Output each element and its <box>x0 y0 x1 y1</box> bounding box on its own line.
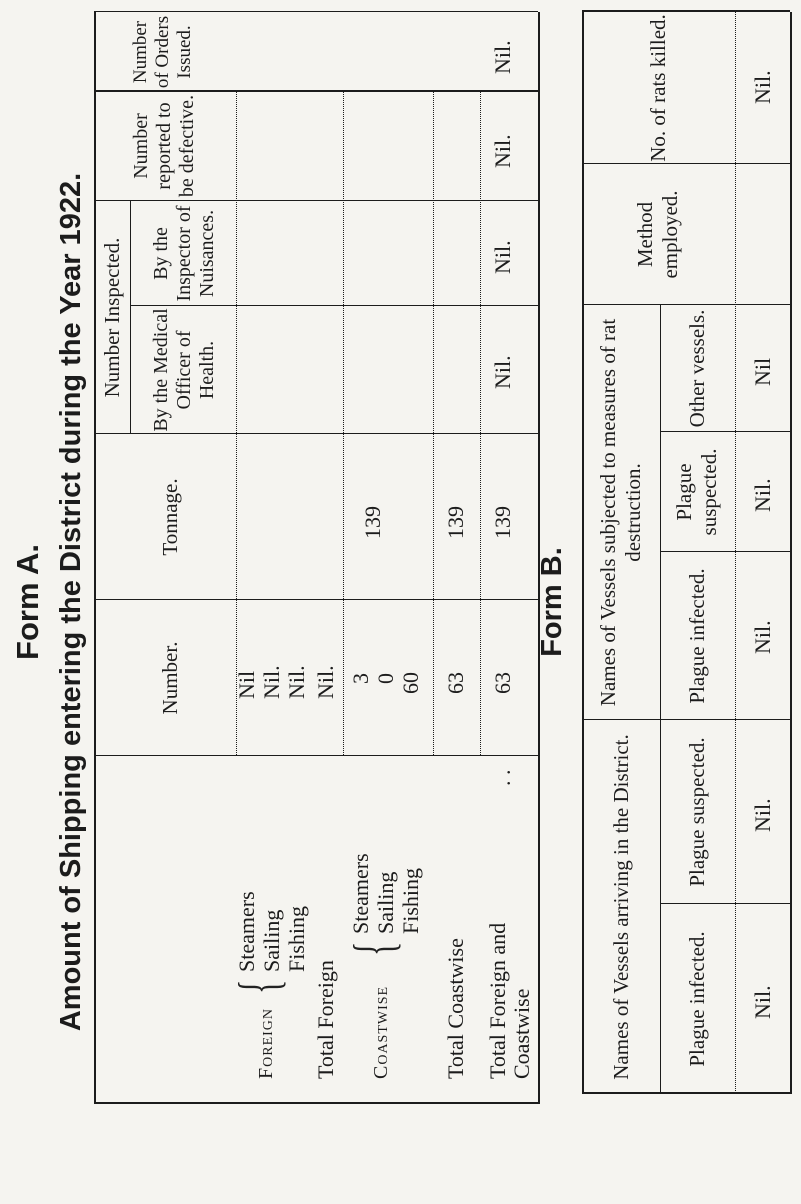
coast-steamers-label: Steamers <box>348 853 373 934</box>
header-subjected: Names of Vessels subjected to measures of rat destruction. <box>596 318 645 707</box>
header-number: Number. <box>157 641 182 715</box>
foreign-steamers-label: Steamers <box>234 891 259 972</box>
header-sub-infected: Plague infected. <box>684 568 709 704</box>
header-by-inspector: By the Inspector of Nuisances. <box>149 205 218 302</box>
value-inspector-total: Nil. <box>490 240 515 274</box>
header-tonnage: Tonnage. <box>157 478 182 556</box>
total-foreign-label: Total Foreign <box>313 960 338 1079</box>
header-by-moh: By the Medical Officer of Health. <box>149 308 218 432</box>
value-coast-fishing: 60 <box>398 672 423 694</box>
total-all-dots: . . <box>490 769 515 786</box>
value-moh-total: Nil. <box>490 355 515 389</box>
form-b-title: Form B. <box>536 547 568 657</box>
value-foreign-fishing: Nil. <box>284 665 309 699</box>
value-defective-total: Nil. <box>490 134 515 168</box>
value-arr-suspected: Nil. <box>750 798 775 832</box>
page-title: Form A. <box>10 544 45 660</box>
coast-fishing-label: Fishing <box>398 867 423 934</box>
header-arr-infected: Plague infected. <box>684 931 709 1067</box>
tonnage-total-coastwise: 139 <box>443 506 468 539</box>
value-coast-sailing: 0 <box>373 673 398 684</box>
header-number-inspected: Number Inspected. <box>99 237 124 398</box>
foreign-fishing-label: Fishing <box>284 905 309 972</box>
value-arr-infected: Nil. <box>750 985 775 1019</box>
value-foreign-steamers: Nil <box>234 670 259 699</box>
total-all-label: Total Foreign and Coastwise <box>485 922 534 1079</box>
foreign-sailing-label: Sailing <box>259 909 284 972</box>
value-total-foreign: Nil. <box>313 665 338 699</box>
value-rats: Nil. <box>750 70 775 104</box>
tonnage-coastwise: 139 <box>360 506 385 539</box>
tonnage-grand-total: 139 <box>490 506 515 539</box>
value-sub-infected: Nil. <box>750 620 775 654</box>
value-sub-other: Nil <box>750 357 775 386</box>
header-sub-suspected: Plague suspected. <box>672 448 721 536</box>
header-method: Method employed. <box>633 190 682 279</box>
rotated-page: Form A. Amount of Shipping entering the District during the Year 1922. Number. Tonnage. Number Inspected. By the Medical Officer of Health. By the Inspector of Nuisances. Number reported to be defective. Foreign { Steamers Sailing Fishing Total Foreign Coastwise { Steamers Sailing Fishing Total Coastwise Total Foreign and Coastwise . . Nil Nil. Nil. Nil. 3 0 60 63 63 139 139 139 Nil. Nil. Nil. Number of Orders Issued. Nil. Form B. Names of Vessels arriving in the District. Plague infected. Plague suspected. Names of Vessels subjected to measures of rat destruction. Plague infected. Plague suspected. Other vessels. Method employed. No. of rats killed. Nil. Nil. Nil. Nil. Nil Nil. <box>0 0 801 1204</box>
page-subtitle: Amount of Shipping entering the District during the Year 1922. <box>55 172 87 1032</box>
coast-sailing-label: Sailing <box>373 871 398 934</box>
value-total-coastwise: 63 <box>443 672 468 694</box>
header-orders-issued: Number of Orders Issued. <box>130 15 195 89</box>
coastwise-label: Coastwise <box>370 985 392 1079</box>
value-sub-suspected: Nil. <box>750 478 775 512</box>
header-arr-suspected: Plague suspected. <box>684 737 709 887</box>
value-grand-total: 63 <box>490 672 515 694</box>
total-coastwise-label: Total Coastwise <box>443 938 468 1079</box>
header-rats: No. of rats killed. <box>645 14 670 162</box>
header-reported-defective: Number reported to be defective. <box>129 94 198 198</box>
value-coast-steamers: 3 <box>348 673 373 684</box>
header-arriving: Names of Vessels arriving in the District. <box>608 734 633 1080</box>
value-foreign-sailing: Nil. <box>259 665 284 699</box>
value-orders-total: Nil. <box>490 40 515 74</box>
header-sub-other: Other vessels. <box>684 309 709 428</box>
foreign-label: Foreign <box>255 1007 277 1079</box>
